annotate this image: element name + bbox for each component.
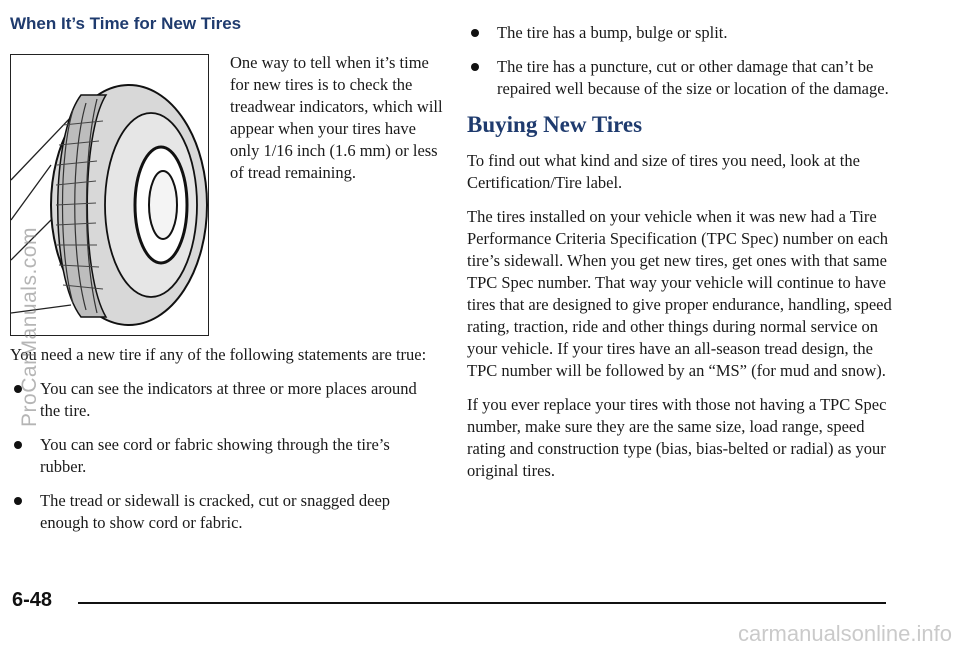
list-item: The tire has a bump, bulge or split.: [467, 22, 907, 44]
page-footer: [12, 589, 887, 619]
left-bullet-list: [10, 378, 440, 534]
paragraph: The tires installed on your vehicle when it was new had a Tire Performance Criteria Specification (TPC Spec) number on each tire’s sidewall. When you get new tires, get ones with that same TPC Spec number. That way your vehicle will continue to have tires that are designed to give proper endurance, handling, speed rating, traction, ride and other things during normal service on your vehicle. If your tires have an all-season tread design, the TPC number will be followed by an “MS” (for mud and snow).: [467, 207, 892, 380]
buying-new-tires-heading: Buying New Tires: [467, 112, 643, 137]
paragraph: If you ever replace your tires with those not having a TPC Spec number, make sure they are the same size, load range, speed rating and construction type (bias, bias-belted or radial) as your original tires.: [467, 395, 887, 480]
paragraph: To find out what kind and size of tires you need, look at the Certification/Tire label.: [467, 151, 860, 192]
right-bullet-list: [467, 22, 907, 100]
right-column: [467, 22, 907, 494]
list-item: The tread or sidewall is cracked, cut or snagged deep enough to show cord or fabric.: [10, 490, 440, 534]
left-column: [10, 14, 443, 546]
list-item: The tire has a puncture, cut or other damage that can’t be repaired well because of the size or location of the damage.: [467, 56, 907, 100]
intro-text: One way to tell when it’s time for new tires is to check the treadwear indicators, which will appear when your tires have only 1/16 inch (1.6 mm) or less of tread remaining.: [230, 53, 443, 182]
bullet-icon: [14, 385, 22, 393]
tire-figure: [10, 54, 209, 336]
vertical-watermark: ProCarManuals.com: [18, 226, 41, 427]
tire-illustration-icon: [11, 55, 208, 335]
need-new-tire-text: You need a new tire if any of the following statements are true:: [10, 345, 427, 364]
list-item: You can see cord or fabric showing through the tire’s rubber.: [10, 434, 440, 478]
bullet-icon: [471, 63, 479, 71]
page-number: 6-48: [12, 589, 53, 611]
site-watermark: carmanualsonline.info: [737, 621, 952, 646]
bullet-icon: [471, 29, 479, 37]
bullet-icon: [14, 441, 22, 449]
figure-area: [10, 48, 443, 344]
footer-rule: [78, 602, 886, 604]
bullet-icon: [14, 497, 22, 505]
section-title: When It’s Time for New Tires: [10, 14, 242, 33]
list-item: You can see the indicators at three or more places around the tire.: [10, 378, 440, 422]
